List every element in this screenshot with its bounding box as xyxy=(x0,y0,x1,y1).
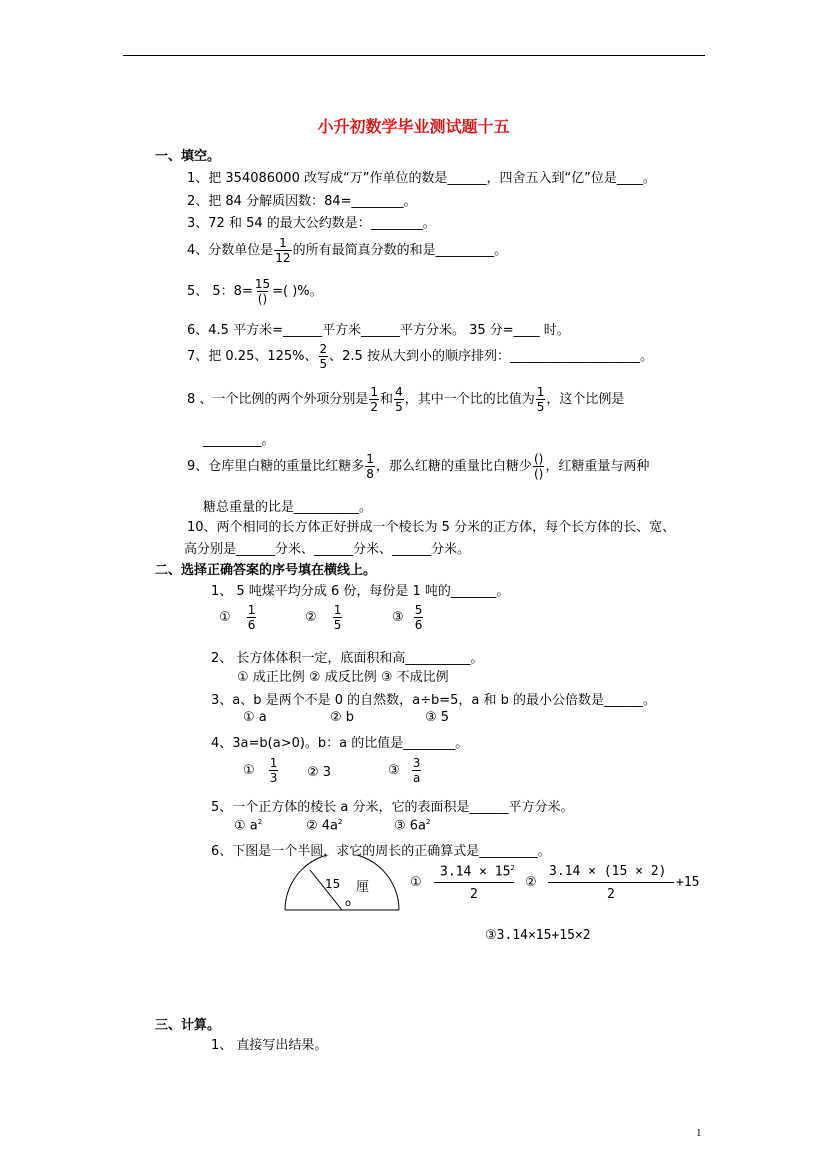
q2-1-option-3 xyxy=(392,603,424,632)
fraction xyxy=(319,342,329,371)
numerator: 5 xyxy=(414,603,423,617)
figure-label-center: o xyxy=(345,898,352,909)
q2-1-option-2 xyxy=(305,603,343,632)
q2-1-option-1 xyxy=(219,603,257,632)
fraction xyxy=(414,603,424,632)
question-2-2: 2、 长方体体积一定，底面积和高__________。 xyxy=(211,651,484,666)
q8-text-a: 8 、一个比例的两个外项分别是 xyxy=(187,392,369,407)
fraction xyxy=(533,452,544,481)
q2-3-option-1: ① a xyxy=(243,710,267,725)
option-mark: ③ xyxy=(392,610,404,625)
q2-5-option-1 xyxy=(234,818,262,833)
numerator: 1 xyxy=(247,603,256,617)
denominator: a xyxy=(412,771,421,785)
option-text: ① a xyxy=(234,818,258,834)
q2-3-option-3: ③ 5 xyxy=(425,710,450,725)
q9-text-b: ，那么红糖的重量比白糖少 xyxy=(375,459,532,474)
question-2-3: 3、a、b 是两个不是 0 的自然数，a÷b=5，a 和 b 的最小公倍数是______。 xyxy=(211,693,657,708)
page-number: 1 xyxy=(696,1127,702,1139)
question-1-9 xyxy=(187,452,649,481)
option-text: ③ 6a xyxy=(394,818,427,834)
exponent: 2 xyxy=(257,818,263,826)
denominator: 2 xyxy=(370,400,379,414)
option-mark: ① xyxy=(243,763,255,778)
q2-5-option-2 xyxy=(306,818,343,833)
q2-4-option-3 xyxy=(388,756,422,785)
fraction xyxy=(365,452,375,481)
denominator: 5 xyxy=(319,357,328,371)
denominator: () xyxy=(257,292,268,306)
q8-text-b: ，其中一个比的比值为 xyxy=(404,392,535,407)
question-2-1: 1、 5 吨煤平均分成 6 份，每份是 1 吨的_______。 xyxy=(211,584,510,599)
denominator: 5 xyxy=(395,400,403,414)
q2-6-option-1-mark: ① xyxy=(410,875,422,890)
q2-6-option-1-denominator: 2 xyxy=(470,887,478,902)
figure-label-unit: 厘 xyxy=(356,880,370,895)
q5-text-a: 5、 5：8= xyxy=(187,284,253,299)
denominator: 5 xyxy=(536,400,545,414)
option-mark: ③ xyxy=(388,763,400,778)
numerator: () xyxy=(533,452,544,466)
fraction xyxy=(274,236,291,265)
question-1-8 xyxy=(187,385,624,414)
fraction xyxy=(369,385,379,414)
numerator: 1 xyxy=(370,385,379,399)
section-heading-fill-blank: 一、填空。 xyxy=(155,149,221,164)
question-1-1: 1、把 354086000 改写成“万”作单位的数是______，四舍五入到“亿”位是____。 xyxy=(187,171,656,186)
question-1-10-line2: 高分别是______分米、______分米、______分米。 xyxy=(184,542,471,557)
q2-4-option-1 xyxy=(243,756,279,785)
denominator: 5 xyxy=(333,618,342,632)
q2-6-option-1-fraction-bar xyxy=(434,882,514,883)
denominator: 8 xyxy=(366,467,374,481)
fraction xyxy=(269,756,279,785)
denominator: () xyxy=(533,467,544,481)
q2-6-option-2-fraction-bar xyxy=(548,882,674,883)
question-1-6: 6、4.5 平方米=______平方米______平方分米。 35 分=____ 时。 xyxy=(187,323,570,338)
q2-2-options: ① 成正比例 ② 成反比例 ③ 不成比例 xyxy=(237,670,449,685)
question-2-4: 4、3a=b(a>0)。b：a 的比值是________。 xyxy=(211,736,469,751)
numerator: 3 xyxy=(412,756,421,770)
q2-6-option-2-numerator: 3.14 × (15 × 2) xyxy=(549,864,667,879)
question-2-6: 6、下图是一个半圆，求它的周长的正确算式是_________。 xyxy=(211,844,551,859)
numerator: 1 xyxy=(333,603,342,617)
question-1-2: 2、把 84 分解质因数：84=________。 xyxy=(187,194,417,209)
q2-6-option-1-numerator xyxy=(440,864,515,879)
q8-text-mid: 和 xyxy=(380,392,394,407)
fraction xyxy=(333,603,343,632)
q4-text-b: 的所有最简真分数的和是_________。 xyxy=(292,243,508,258)
q2-6-option-2-denominator: 2 xyxy=(607,887,615,902)
fraction xyxy=(254,277,271,306)
expr-text: 3.14 × 15 xyxy=(440,864,511,880)
numerator: 1 xyxy=(279,236,287,250)
numerator: 1 xyxy=(269,756,278,770)
fraction xyxy=(394,385,404,414)
exponent: 2 xyxy=(338,818,343,826)
q7-text-b: 、2.5 按从大到小的顺序排列：____________________。 xyxy=(329,349,653,364)
question-3-1: 1、 直接写出结果。 xyxy=(211,1038,328,1053)
q2-5-option-3 xyxy=(394,818,431,833)
numerator: 4 xyxy=(395,385,403,399)
numerator: 2 xyxy=(319,342,328,356)
q2-6-option-2-mark: ② xyxy=(525,875,537,890)
option-mark: ② xyxy=(305,610,317,625)
question-1-7 xyxy=(187,342,653,371)
question-1-8-line2: _________。 xyxy=(203,433,275,448)
fraction xyxy=(536,385,546,414)
question-1-10: 10、两个相同的长方体正好拼成一个棱长为 5 分米的正方体，每个长方体的长、宽、 xyxy=(187,520,676,535)
q4-text-a: 4、分数单位是 xyxy=(187,243,274,258)
option-text: ② 4a xyxy=(306,818,339,834)
question-1-5 xyxy=(187,277,323,306)
denominator: 3 xyxy=(269,771,278,785)
section-heading-choice: 二、选择正确答案的序号填在横线上。 xyxy=(155,563,377,578)
question-1-3: 3、72 和 54 的最大公约数是：________。 xyxy=(187,216,436,231)
exponent: 2 xyxy=(426,818,431,826)
numerator: 1 xyxy=(536,385,545,399)
q9-text-a: 9、仓库里白糖的重量比红糖多 xyxy=(187,459,365,474)
q7-text-a: 7、把 0.25、125%、 xyxy=(187,349,318,364)
question-2-5: 5、一个正方体的棱长 a 分米，它的表面积是______平方分米。 xyxy=(211,800,574,815)
section-heading-calculation: 三、计算。 xyxy=(155,1018,221,1033)
semicircle-figure xyxy=(280,855,405,915)
numerator: 1 xyxy=(366,452,374,466)
q9-text-c: ，红糖重量与两种 xyxy=(545,459,650,474)
fraction xyxy=(412,756,422,785)
q2-6-option-2-tail: +15 xyxy=(676,875,700,890)
denominator: 12 xyxy=(275,251,291,265)
header-rule xyxy=(123,55,705,56)
q2-6-option-3: ③3.14×15+15×2 xyxy=(485,928,591,943)
numerator: 15 xyxy=(254,277,271,291)
fraction xyxy=(247,603,257,632)
denominator: 6 xyxy=(414,618,423,632)
q2-3-option-2: ② b xyxy=(330,710,355,725)
denominator: 6 xyxy=(247,618,256,632)
q8-text-c: ，这个比例是 xyxy=(546,392,625,407)
page-title: 小升初数学毕业测试题十五 xyxy=(317,117,510,136)
option-mark: ① xyxy=(219,610,231,625)
q5-text-b: =( )%。 xyxy=(272,284,323,299)
question-1-9-line2: 糖总重量的比是__________。 xyxy=(203,500,373,515)
exponent: 2 xyxy=(510,864,515,872)
q2-4-option-2: ② 3 xyxy=(307,765,332,780)
semicircle-arc xyxy=(285,855,399,910)
figure-label-radius: 15 xyxy=(325,877,341,891)
question-1-4 xyxy=(187,236,507,265)
